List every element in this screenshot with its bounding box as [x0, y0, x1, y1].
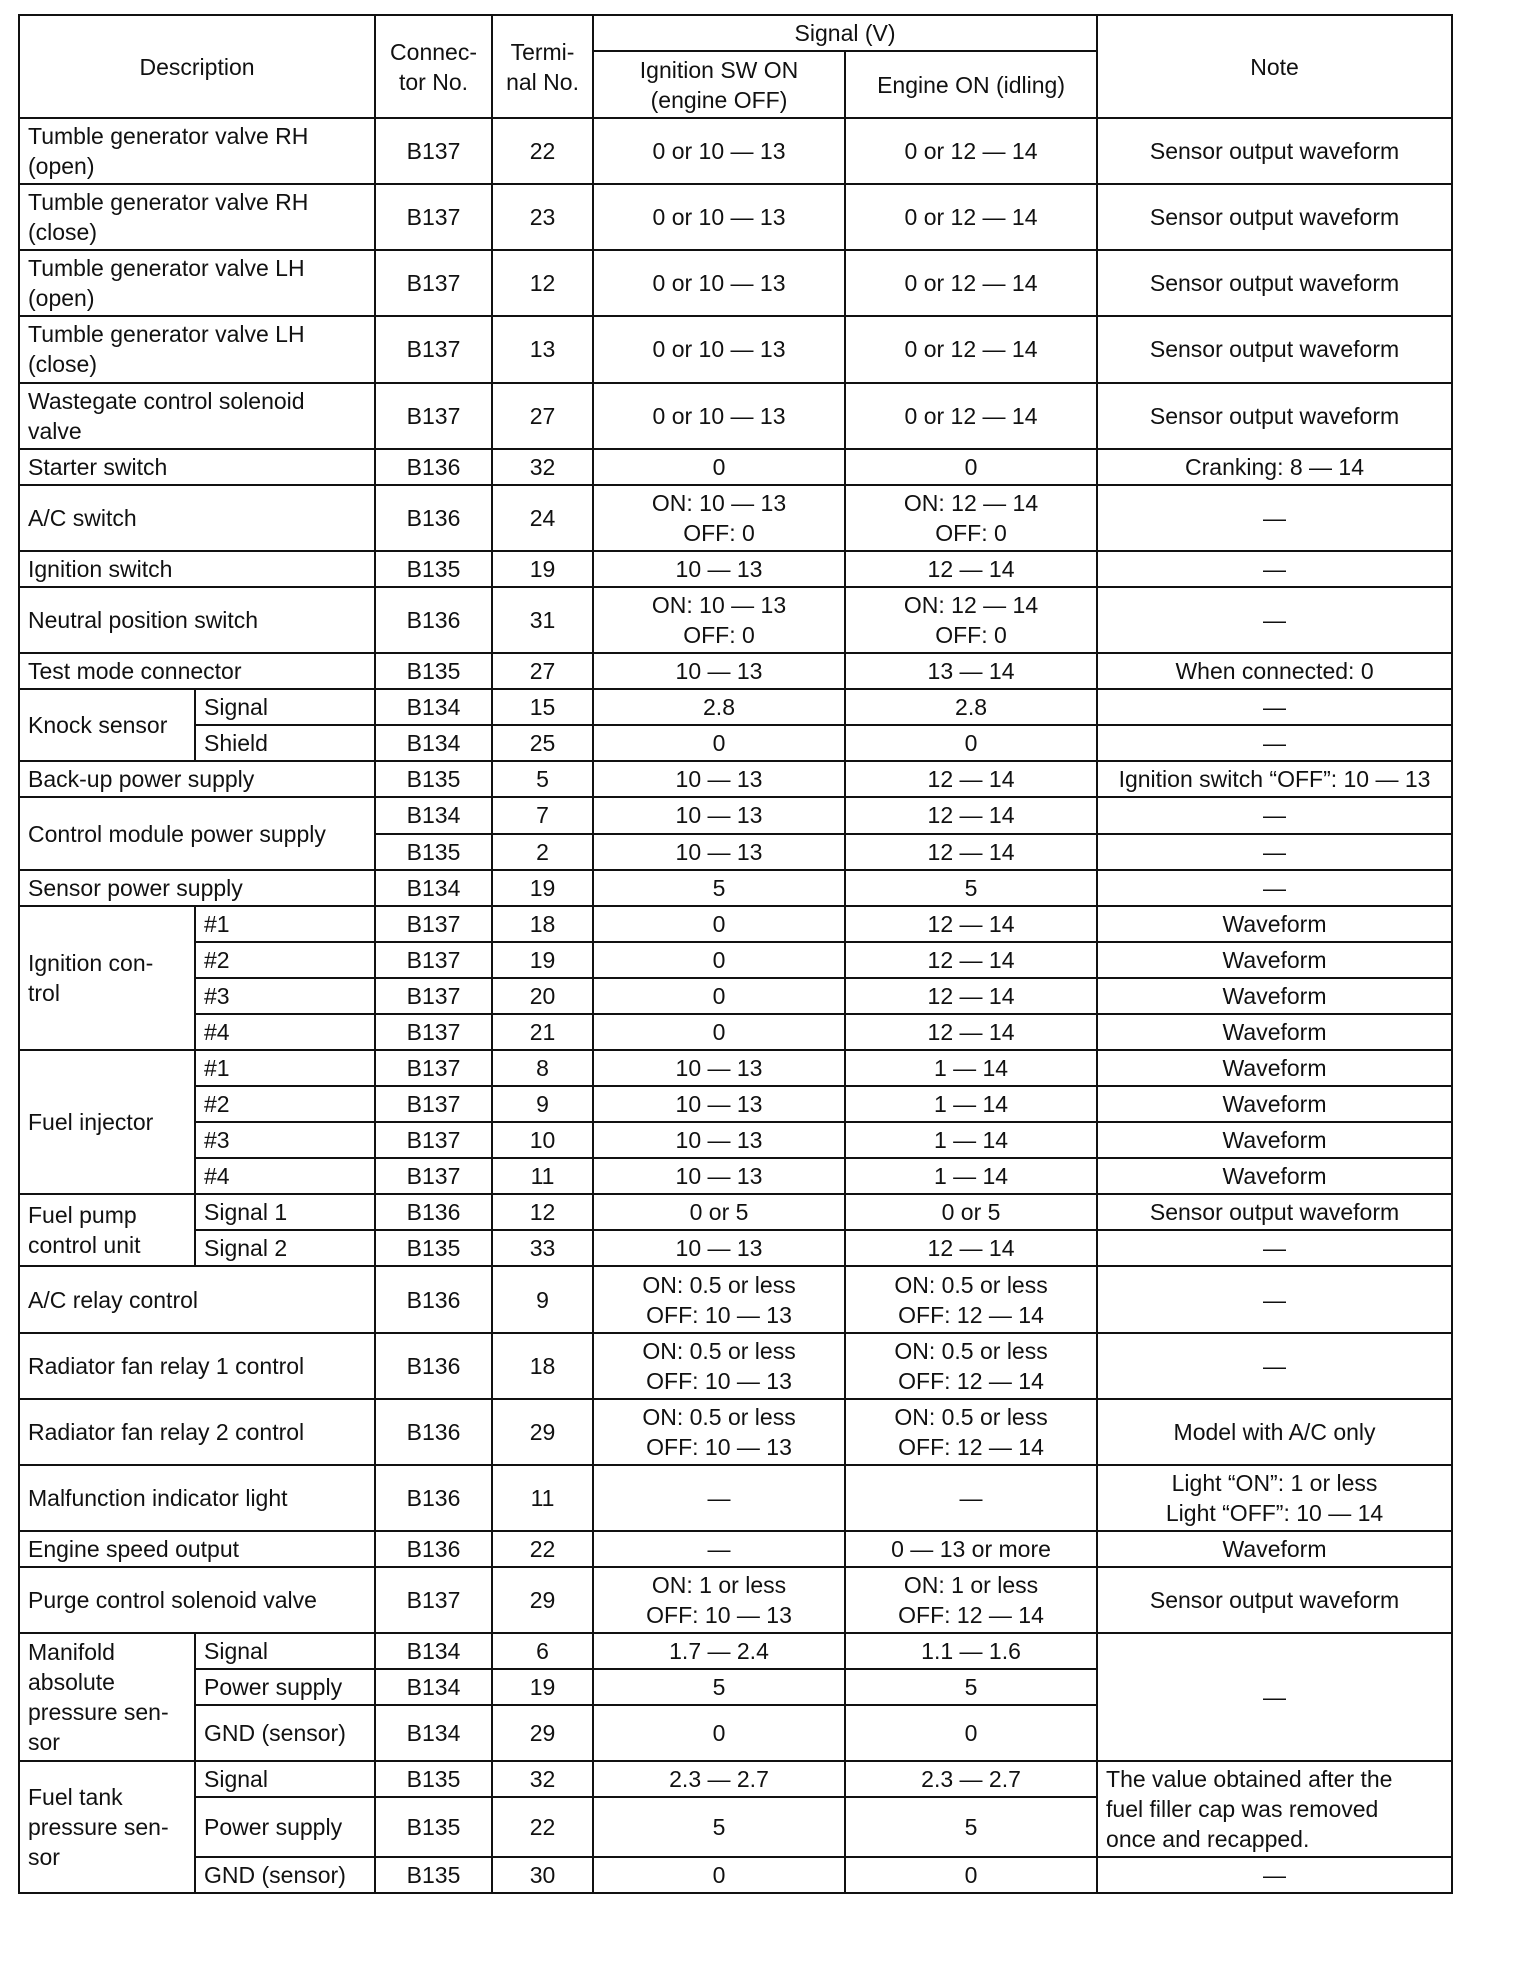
connector-cell: B137 — [375, 1122, 492, 1158]
connector-cell: B136 — [375, 485, 492, 551]
ignition-on-cell: 10 — 13 — [593, 551, 845, 587]
ignition-on-cell: 0 or 5 — [593, 1194, 845, 1230]
connector-cell: B135 — [375, 834, 492, 870]
terminal-cell: 11 — [492, 1465, 593, 1531]
ignition-on-cell: 10 — 13 — [593, 761, 845, 797]
description-cell: Tumble generator valve RH (close) — [19, 184, 375, 250]
ignition-on-cell: 0 — [593, 906, 845, 942]
sub-item-cell: Signal 2 — [195, 1230, 375, 1266]
ignition-on-cell: 0 or 10 — 13 — [593, 184, 845, 250]
ignition-on-cell: ON: 0.5 or less OFF: 10 — 13 — [593, 1266, 845, 1332]
ignition-on-cell: 10 — 13 — [593, 1230, 845, 1266]
ignition-on-cell: 5 — [593, 870, 845, 906]
ignition-on-cell: ON: 0.5 or less OFF: 10 — 13 — [593, 1333, 845, 1399]
terminal-cell: 19 — [492, 870, 593, 906]
ignition-on-cell: 0 — [593, 1705, 845, 1760]
terminal-cell: 8 — [492, 1050, 593, 1086]
ignition-on-cell: 10 — 13 — [593, 1122, 845, 1158]
sub-item-cell: #1 — [195, 906, 375, 942]
terminal-cell: 13 — [492, 316, 593, 382]
table-row — [19, 978, 1452, 1014]
table-row — [19, 587, 1452, 653]
ignition-on-cell: ON: 10 — 13 OFF: 0 — [593, 485, 845, 551]
ignition-on-cell: 0 or 10 — 13 — [593, 383, 845, 449]
note-cell: Cranking: 8 — 14 — [1097, 449, 1452, 485]
connector-cell: B137 — [375, 1086, 492, 1122]
sub-item-cell: Signal 1 — [195, 1194, 375, 1230]
note-cell: — — [1097, 1333, 1452, 1399]
sub-item-cell: Signal — [195, 1761, 375, 1798]
header-description: Description — [19, 15, 375, 118]
note-cell: Waveform — [1097, 978, 1452, 1014]
connector-cell: B135 — [375, 653, 492, 689]
table-row — [19, 1266, 1452, 1332]
terminal-cell: 9 — [492, 1266, 593, 1332]
note-cell: Waveform — [1097, 1122, 1452, 1158]
terminal-cell: 18 — [492, 1333, 593, 1399]
ignition-on-cell: — — [593, 1465, 845, 1531]
terminal-signal-table — [18, 14, 1453, 1894]
ignition-on-cell: 2.3 — 2.7 — [593, 1761, 845, 1798]
connector-cell: B135 — [375, 1857, 492, 1893]
connector-cell: B137 — [375, 1050, 492, 1086]
engine-on-cell: 12 — 14 — [845, 551, 1097, 587]
ignition-on-cell: 0 or 10 — 13 — [593, 118, 845, 184]
terminal-cell: 19 — [492, 942, 593, 978]
engine-on-cell: 12 — 14 — [845, 1014, 1097, 1050]
connector-cell: B137 — [375, 1567, 492, 1633]
engine-on-cell: 5 — [845, 1797, 1097, 1856]
description-cell: Starter switch — [19, 449, 375, 485]
note-cell: Light “ON”: 1 or less Light “OFF”: 10 — 14 — [1097, 1465, 1452, 1531]
connector-cell: B137 — [375, 978, 492, 1014]
terminal-cell: 32 — [492, 1761, 593, 1798]
connector-cell: B136 — [375, 1465, 492, 1531]
connector-cell: B134 — [375, 1669, 492, 1705]
engine-on-cell: ON: 0.5 or less OFF: 12 — 14 — [845, 1399, 1097, 1465]
description-cell: Tumble generator valve LH (close) — [19, 316, 375, 382]
table-row — [19, 1333, 1452, 1399]
note-cell: — — [1097, 1266, 1452, 1332]
note-cell: — — [1097, 485, 1452, 551]
engine-on-cell: 5 — [845, 1669, 1097, 1705]
ignition-on-cell: ON: 1 or less OFF: 10 — 13 — [593, 1567, 845, 1633]
note-cell: Waveform — [1097, 1531, 1452, 1567]
note-cell: — — [1097, 834, 1452, 870]
connector-cell: B137 — [375, 1014, 492, 1050]
note-cell: — — [1097, 689, 1452, 725]
sub-item-cell: #3 — [195, 1122, 375, 1158]
engine-on-cell: 0 or 12 — 14 — [845, 316, 1097, 382]
ignition-on-cell: 0 or 10 — 13 — [593, 250, 845, 316]
note-cell: Waveform — [1097, 1050, 1452, 1086]
sub-item-cell: Signal — [195, 689, 375, 725]
ignition-on-cell: ON: 0.5 or less OFF: 10 — 13 — [593, 1399, 845, 1465]
connector-cell: B135 — [375, 1761, 492, 1798]
table-row — [19, 551, 1452, 587]
note-cell: — — [1097, 870, 1452, 906]
connector-cell: B134 — [375, 1633, 492, 1669]
note-cell: — — [1097, 1857, 1452, 1893]
terminal-cell: 29 — [492, 1399, 593, 1465]
terminal-cell: 24 — [492, 485, 593, 551]
note-cell: Sensor output waveform — [1097, 316, 1452, 382]
note-cell: Sensor output waveform — [1097, 250, 1452, 316]
note-cell: Sensor output waveform — [1097, 1194, 1452, 1230]
sub-item-cell: GND (sensor) — [195, 1857, 375, 1893]
engine-on-cell: ON: 12 — 14 OFF: 0 — [845, 587, 1097, 653]
note-cell: Waveform — [1097, 1014, 1452, 1050]
table-row — [19, 1465, 1452, 1531]
table-row — [19, 1194, 1452, 1230]
terminal-cell: 2 — [492, 834, 593, 870]
note-cell: The value obtained after the fuel filler cap was removed once and recapped. — [1097, 1761, 1452, 1857]
note-cell: Model with A/C only — [1097, 1399, 1452, 1465]
terminal-cell: 23 — [492, 184, 593, 250]
engine-on-cell: 0 or 12 — 14 — [845, 184, 1097, 250]
description-cell: Neutral position switch — [19, 587, 375, 653]
terminal-cell: 25 — [492, 725, 593, 761]
group-cell: Knock sensor — [19, 689, 195, 761]
engine-on-cell: 1 — 14 — [845, 1158, 1097, 1194]
note-cell: — — [1097, 1230, 1452, 1266]
table-row — [19, 118, 1452, 184]
table-row — [19, 1158, 1452, 1194]
sub-item-cell: Power supply — [195, 1797, 375, 1856]
description-cell: Wastegate control solenoid valve — [19, 383, 375, 449]
terminal-cell: 15 — [492, 689, 593, 725]
note-cell: Waveform — [1097, 1158, 1452, 1194]
description-cell: Radiator fan relay 1 control — [19, 1333, 375, 1399]
table-row — [19, 1014, 1452, 1050]
engine-on-cell: ON: 0.5 or less OFF: 12 — 14 — [845, 1333, 1097, 1399]
terminal-cell: 19 — [492, 551, 593, 587]
table-row — [19, 316, 1452, 382]
ignition-on-cell: 10 — 13 — [593, 834, 845, 870]
ignition-on-cell: 10 — 13 — [593, 797, 845, 833]
engine-on-cell: 12 — 14 — [845, 797, 1097, 833]
terminal-cell: 9 — [492, 1086, 593, 1122]
description-cell: Tumble generator valve LH (open) — [19, 250, 375, 316]
engine-on-cell: 12 — 14 — [845, 761, 1097, 797]
group-cell: Fuel tank pressure sen- sor — [19, 1761, 195, 1893]
engine-on-cell: 0 — [845, 725, 1097, 761]
engine-on-cell: 1 — 14 — [845, 1086, 1097, 1122]
ignition-on-cell: ON: 10 — 13 OFF: 0 — [593, 587, 845, 653]
connector-cell: B137 — [375, 942, 492, 978]
connector-cell: B135 — [375, 1797, 492, 1856]
terminal-cell: 10 — [492, 1122, 593, 1158]
engine-on-cell: 1 — 14 — [845, 1050, 1097, 1086]
terminal-cell: 12 — [492, 250, 593, 316]
table-row — [19, 1399, 1452, 1465]
engine-on-cell: 2.8 — [845, 689, 1097, 725]
engine-on-cell: 1 — 14 — [845, 1122, 1097, 1158]
terminal-cell: 32 — [492, 449, 593, 485]
connector-cell: B136 — [375, 1266, 492, 1332]
group-cell: Fuel injector — [19, 1050, 195, 1194]
engine-on-cell: 13 — 14 — [845, 653, 1097, 689]
connector-cell: B134 — [375, 1705, 492, 1760]
ignition-on-cell: 10 — 13 — [593, 653, 845, 689]
table-row — [19, 449, 1452, 485]
table-row — [19, 1857, 1452, 1893]
connector-cell: B136 — [375, 1399, 492, 1465]
ignition-on-cell: 5 — [593, 1669, 845, 1705]
ignition-on-cell: 10 — 13 — [593, 1158, 845, 1194]
terminal-cell: 22 — [492, 118, 593, 184]
engine-on-cell: 0 — 13 or more — [845, 1531, 1097, 1567]
connector-cell: B136 — [375, 1194, 492, 1230]
terminal-cell: 22 — [492, 1797, 593, 1856]
note-cell: — — [1097, 725, 1452, 761]
table-row — [19, 906, 1452, 942]
group-cell: Ignition con- trol — [19, 906, 195, 1050]
header-signal: Signal (V) — [593, 15, 1097, 51]
table-row — [19, 1086, 1452, 1122]
sub-item-cell: #2 — [195, 942, 375, 978]
ignition-on-cell: 0 — [593, 1014, 845, 1050]
description-cell: A/C switch — [19, 485, 375, 551]
table-row — [19, 1567, 1452, 1633]
engine-on-cell: 0 — [845, 1705, 1097, 1760]
description-cell: Ignition switch — [19, 551, 375, 587]
connector-cell: B135 — [375, 761, 492, 797]
header-note: Note — [1097, 15, 1452, 118]
terminal-cell: 33 — [492, 1230, 593, 1266]
connector-cell: B136 — [375, 587, 492, 653]
header-engine-on: Engine ON (idling) — [845, 51, 1097, 118]
engine-on-cell: — — [845, 1465, 1097, 1531]
group-cell: Fuel pump control unit — [19, 1194, 195, 1266]
table-row — [19, 485, 1452, 551]
table-row — [19, 1050, 1452, 1086]
table-row — [19, 250, 1452, 316]
sub-item-cell: Signal — [195, 1633, 375, 1669]
note-cell: Sensor output waveform — [1097, 1567, 1452, 1633]
description-cell: Radiator fan relay 2 control — [19, 1399, 375, 1465]
connector-cell: B137 — [375, 906, 492, 942]
sub-item-cell: GND (sensor) — [195, 1705, 375, 1760]
terminal-cell: 5 — [492, 761, 593, 797]
engine-on-cell: 5 — [845, 870, 1097, 906]
ignition-on-cell: 1.7 — 2.4 — [593, 1633, 845, 1669]
terminal-cell: 18 — [492, 906, 593, 942]
connector-cell: B135 — [375, 1230, 492, 1266]
table-row — [19, 1230, 1452, 1266]
engine-on-cell: 0 or 12 — 14 — [845, 118, 1097, 184]
terminal-cell: 7 — [492, 797, 593, 833]
connector-cell: B137 — [375, 383, 492, 449]
description-cell: Purge control solenoid valve — [19, 1567, 375, 1633]
terminal-cell: 19 — [492, 1669, 593, 1705]
ignition-on-cell: 2.8 — [593, 689, 845, 725]
description-cell: Control module power supply — [19, 797, 375, 869]
engine-on-cell: 0 or 12 — 14 — [845, 383, 1097, 449]
description-cell: Test mode connector — [19, 653, 375, 689]
terminal-cell: 30 — [492, 1857, 593, 1893]
table-row — [19, 761, 1452, 797]
ignition-on-cell: 0 — [593, 978, 845, 1014]
header-terminal-no: Termi- nal No. — [492, 15, 593, 118]
connector-cell: B136 — [375, 1531, 492, 1567]
ignition-on-cell: 10 — 13 — [593, 1050, 845, 1086]
table-row — [19, 1633, 1452, 1669]
ignition-on-cell: 0 or 10 — 13 — [593, 316, 845, 382]
engine-on-cell: ON: 12 — 14 OFF: 0 — [845, 485, 1097, 551]
engine-on-cell: 12 — 14 — [845, 978, 1097, 1014]
ignition-on-cell: 0 — [593, 942, 845, 978]
ignition-on-cell: 5 — [593, 1797, 845, 1856]
engine-on-cell: 0 or 5 — [845, 1194, 1097, 1230]
note-cell: Waveform — [1097, 1086, 1452, 1122]
engine-on-cell: 12 — 14 — [845, 834, 1097, 870]
engine-on-cell: 1.1 — 1.6 — [845, 1633, 1097, 1669]
sub-item-cell: #4 — [195, 1014, 375, 1050]
table-row — [19, 653, 1452, 689]
note-cell: Waveform — [1097, 906, 1452, 942]
engine-on-cell: 12 — 14 — [845, 942, 1097, 978]
table-row — [19, 870, 1452, 906]
connector-cell: B137 — [375, 250, 492, 316]
table-row — [19, 942, 1452, 978]
terminal-cell: 27 — [492, 383, 593, 449]
sub-item-cell: #3 — [195, 978, 375, 1014]
engine-on-cell: 0 or 12 — 14 — [845, 250, 1097, 316]
table-row — [19, 1531, 1452, 1567]
sub-item-cell: Shield — [195, 725, 375, 761]
table-row — [19, 1761, 1452, 1798]
table-row — [19, 1122, 1452, 1158]
note-cell: — — [1097, 587, 1452, 653]
ignition-on-cell: 0 — [593, 449, 845, 485]
note-cell: — — [1097, 1633, 1452, 1760]
ignition-on-cell: 0 — [593, 1857, 845, 1893]
engine-on-cell: 0 — [845, 449, 1097, 485]
connector-cell: B137 — [375, 184, 492, 250]
note-cell: Ignition switch “OFF”: 10 — 13 — [1097, 761, 1452, 797]
note-cell: When connected: 0 — [1097, 653, 1452, 689]
terminal-cell: 6 — [492, 1633, 593, 1669]
sub-item-cell: #1 — [195, 1050, 375, 1086]
connector-cell: B135 — [375, 551, 492, 587]
terminal-cell: 31 — [492, 587, 593, 653]
note-cell: Waveform — [1097, 942, 1452, 978]
ignition-on-cell: 0 — [593, 725, 845, 761]
connector-cell: B134 — [375, 725, 492, 761]
description-cell: Tumble generator valve RH (open) — [19, 118, 375, 184]
connector-cell: B134 — [375, 689, 492, 725]
connector-cell: B134 — [375, 870, 492, 906]
connector-cell: B136 — [375, 1333, 492, 1399]
engine-on-cell: ON: 1 or less OFF: 12 — 14 — [845, 1567, 1097, 1633]
table-row — [19, 689, 1452, 725]
terminal-cell: 29 — [492, 1705, 593, 1760]
table-row — [19, 725, 1452, 761]
engine-on-cell: 12 — 14 — [845, 1230, 1097, 1266]
description-cell: Engine speed output — [19, 1531, 375, 1567]
terminal-cell: 11 — [492, 1158, 593, 1194]
table-row — [19, 184, 1452, 250]
connector-cell: B136 — [375, 449, 492, 485]
sub-item-cell: #4 — [195, 1158, 375, 1194]
terminal-cell: 22 — [492, 1531, 593, 1567]
terminal-cell: 21 — [492, 1014, 593, 1050]
connector-cell: B137 — [375, 1158, 492, 1194]
engine-on-cell: 0 — [845, 1857, 1097, 1893]
terminal-cell: 29 — [492, 1567, 593, 1633]
description-cell: Malfunction indicator light — [19, 1465, 375, 1531]
note-cell: Sensor output waveform — [1097, 184, 1452, 250]
terminal-cell: 12 — [492, 1194, 593, 1230]
connector-cell: B134 — [375, 797, 492, 833]
sub-item-cell: #2 — [195, 1086, 375, 1122]
connector-cell: B137 — [375, 118, 492, 184]
engine-on-cell: 12 — 14 — [845, 906, 1097, 942]
ignition-on-cell: — — [593, 1531, 845, 1567]
terminal-cell: 20 — [492, 978, 593, 1014]
description-cell: Back-up power supply — [19, 761, 375, 797]
sub-item-cell: Power supply — [195, 1669, 375, 1705]
note-cell: — — [1097, 551, 1452, 587]
note-cell: Sensor output waveform — [1097, 383, 1452, 449]
ignition-on-cell: 10 — 13 — [593, 1086, 845, 1122]
note-cell: — — [1097, 797, 1452, 833]
group-cell: Manifold absolute pressure sen- sor — [19, 1633, 195, 1760]
table-row — [19, 797, 1452, 833]
description-cell: A/C relay control — [19, 1266, 375, 1332]
connector-cell: B137 — [375, 316, 492, 382]
terminal-cell: 27 — [492, 653, 593, 689]
header-connector-no: Connec- tor No. — [375, 15, 492, 118]
note-cell: Sensor output waveform — [1097, 118, 1452, 184]
engine-on-cell: ON: 0.5 or less OFF: 12 — 14 — [845, 1266, 1097, 1332]
engine-on-cell: 2.3 — 2.7 — [845, 1761, 1097, 1798]
description-cell: Sensor power supply — [19, 870, 375, 906]
header-ignition-sw-on: Ignition SW ON (engine OFF) — [593, 51, 845, 118]
table-row — [19, 383, 1452, 449]
